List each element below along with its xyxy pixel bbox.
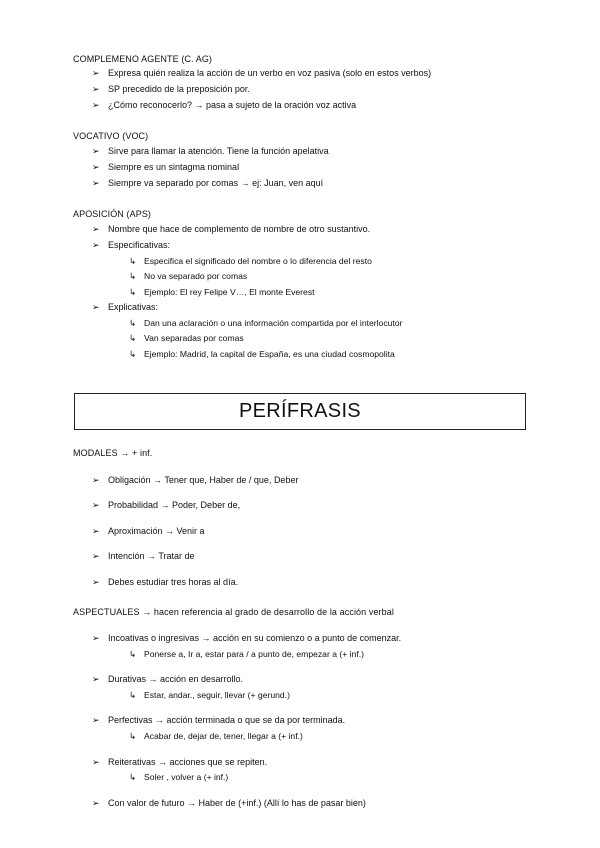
list-item: ➢ Especificativas: [92, 240, 171, 250]
sub-list-item: ↳ Ejemplo: El rey Felipe V…, El monte Everest [129, 287, 315, 297]
bullet-arrow-icon: ➢ [92, 100, 100, 110]
list-item: ➢ Explicativas: [92, 302, 159, 312]
bullet-arrow-icon: ➢ [92, 551, 100, 561]
bullet-arrow-icon: ➢ [92, 240, 100, 250]
list-item: ➢ Nombre que hace de complemento de nombre de otro sustantivo. [92, 224, 371, 234]
bullet-arrow-icon: ➢ [92, 633, 100, 643]
list-item: ➢ ¿Cómo reconocerlo? → pasa a sujeto de la oración voz activa [92, 100, 357, 110]
list-item: ➢ Intención → Tratar de [92, 551, 195, 561]
bullet-arrow-icon: ➢ [92, 757, 100, 767]
page-title: PERÍFRASIS [239, 400, 361, 422]
bullet-arrow-icon: ➢ [92, 526, 100, 536]
section-heading-aspectuales: ASPECTUALES → hacen referencia al grado de desarrollo de la acción verbal [73, 607, 394, 617]
list-item: ➢ Siempre es un sintagma nominal [92, 162, 240, 172]
bullet-arrow-icon: ➢ [92, 798, 100, 808]
sub-list-item: ↳ Dan una aclaración o una información compartida por el interlocutor [129, 318, 403, 328]
list-item: ➢ Aproximación → Venir a [92, 526, 205, 536]
list-item: ➢ Siempre va separado por comas → ej: Juan, ven aquí [92, 178, 324, 188]
section-heading-modales: MODALES → + inf. [73, 448, 153, 458]
bullet-arrow-icon: ➢ [92, 475, 100, 485]
list-item: ➢ Durativas → acción en desarrollo. [92, 674, 244, 684]
bullet-arrow-icon: ➢ [92, 674, 100, 684]
list-item: ➢ Obligación → Tener que, Haber de / que, Deber [92, 475, 299, 485]
list-item: ➢ Con valor de futuro → Haber de (+inf.) (Allí lo has de pasar bien) [92, 798, 366, 808]
sub-list-item: ↳ Estar, andar., seguir, llevar (+ gerund.) [129, 690, 290, 700]
sub-arrow-icon: ↳ [129, 287, 137, 297]
bullet-arrow-icon: ➢ [92, 84, 100, 94]
section-heading-vocativo: VOCATIVO (VOC) [73, 131, 149, 141]
sub-arrow-icon: ↳ [129, 731, 137, 741]
section-heading-complemento-agente: COMPLEMENO AGENTE (C. AG) [73, 54, 213, 64]
sub-arrow-icon: ↳ [129, 690, 137, 700]
sub-list-item: ↳ Soler , volver a (+ inf.) [129, 772, 229, 782]
sub-list-item: ↳ Ejemplo: Madrid, la capital de España, es una ciudad cosmopolita [129, 349, 395, 359]
sub-arrow-icon: ↳ [129, 772, 137, 782]
title-box [74, 393, 526, 430]
bullet-arrow-icon: ➢ [92, 577, 100, 587]
bullet-arrow-icon: ➢ [92, 302, 100, 312]
bullet-arrow-icon: ➢ [92, 178, 100, 188]
sub-arrow-icon: ↳ [129, 271, 137, 281]
list-item: ➢ Sirve para llamar la atención. Tiene la función apelativa [92, 146, 329, 156]
bullet-arrow-icon: ➢ [92, 162, 100, 172]
list-item: ➢ Reiterativas → acciones que se repiten. [92, 757, 268, 767]
list-item: ➢ Incoativas o ingresivas → acción en su comienzo o a punto de comenzar. [92, 633, 402, 643]
bullet-arrow-icon: ➢ [92, 715, 100, 725]
sub-arrow-icon: ↳ [129, 649, 137, 659]
sub-arrow-icon: ↳ [129, 318, 137, 328]
sub-arrow-icon: ↳ [129, 256, 137, 266]
sub-list-item: ↳ Acabar de, dejar de, tener, llegar a (+ inf.) [129, 731, 303, 741]
list-item: ➢ Probabilidad → Poder, Deber de, [92, 500, 241, 510]
list-item: ➢ Perfectivas → acción terminada o que se da por terminada. [92, 715, 346, 725]
sub-list-item: ↳ Especifica el significado del nombre o lo diferencia del resto [129, 256, 372, 266]
bullet-arrow-icon: ➢ [92, 224, 100, 234]
sub-list-item: ↳ Van separadas por comas [129, 333, 244, 343]
section-heading-aposicion: APOSICIÓN (APS) [73, 209, 152, 219]
bullet-arrow-icon: ➢ [92, 68, 100, 78]
sub-arrow-icon: ↳ [129, 349, 137, 359]
sub-list-item: ↳ No va separado por comas [129, 271, 248, 281]
list-item: ➢ Debes estudiar tres horas al día. [92, 577, 239, 587]
sub-arrow-icon: ↳ [129, 333, 137, 343]
bullet-arrow-icon: ➢ [92, 146, 100, 156]
list-item: ➢ SP precedido de la preposición por. [92, 84, 250, 94]
list-item: ➢ Expresa quién realiza la acción de un verbo en voz pasiva (solo en estos verbos) [92, 68, 432, 78]
sub-list-item: ↳ Ponerse a, Ir a, estar para / a punto de, empezar a (+ inf.) [129, 649, 364, 659]
bullet-arrow-icon: ➢ [92, 500, 100, 510]
